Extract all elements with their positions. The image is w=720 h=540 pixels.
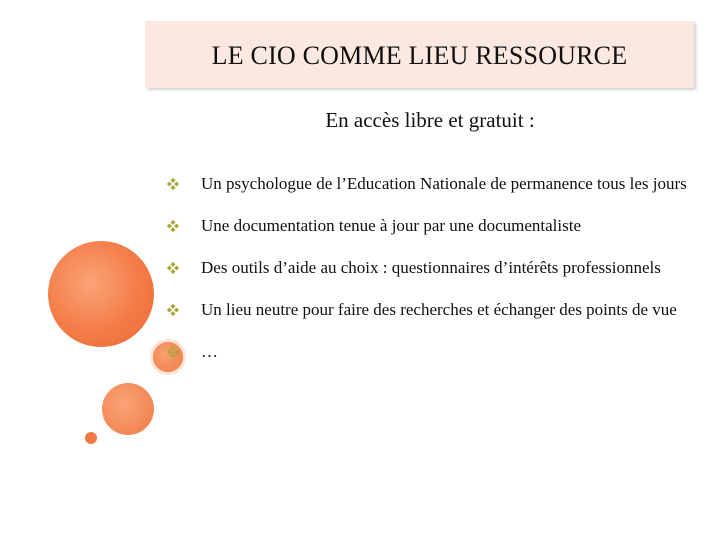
bullet-text: …: [201, 342, 218, 361]
slide-title: LE CIO COMME LIEU RESSOURCE: [211, 40, 628, 70]
diamond-cluster-icon: [167, 220, 179, 232]
bullet-text: Une documentation tenue à jour par une documentaliste: [201, 216, 582, 235]
diamond-cluster-icon: [167, 346, 179, 358]
bullet-text: Un lieu neutre pour faire des recherches et échanger des points de vue: [201, 300, 677, 319]
bullet-item-ellipsis: [160, 334, 705, 370]
bullet-list: [160, 166, 705, 376]
bullet-item-outils: [160, 250, 705, 286]
diamond-cluster-icon: [167, 178, 179, 190]
bullet-text: Un psychologue de l’Education Nationale de permanence tous les jours: [201, 174, 687, 193]
bullet-item-documentation: [160, 208, 705, 244]
diamond-cluster-icon: [167, 262, 179, 274]
decorative-circle-tiny: [85, 432, 97, 444]
diamond-cluster-icon: [167, 304, 179, 316]
bullet-item-psychologue: [160, 166, 705, 202]
decorative-circle-large: [48, 241, 154, 347]
title-box: [145, 21, 694, 88]
decorative-circle-small: [102, 383, 154, 435]
bullet-text: Des outils d’aide au choix : questionnaires d’intérêts professionnels: [201, 258, 661, 277]
bullet-item-lieu-neutre: [160, 292, 705, 328]
slide-subtitle: En accès libre et gratuit :: [325, 108, 535, 132]
